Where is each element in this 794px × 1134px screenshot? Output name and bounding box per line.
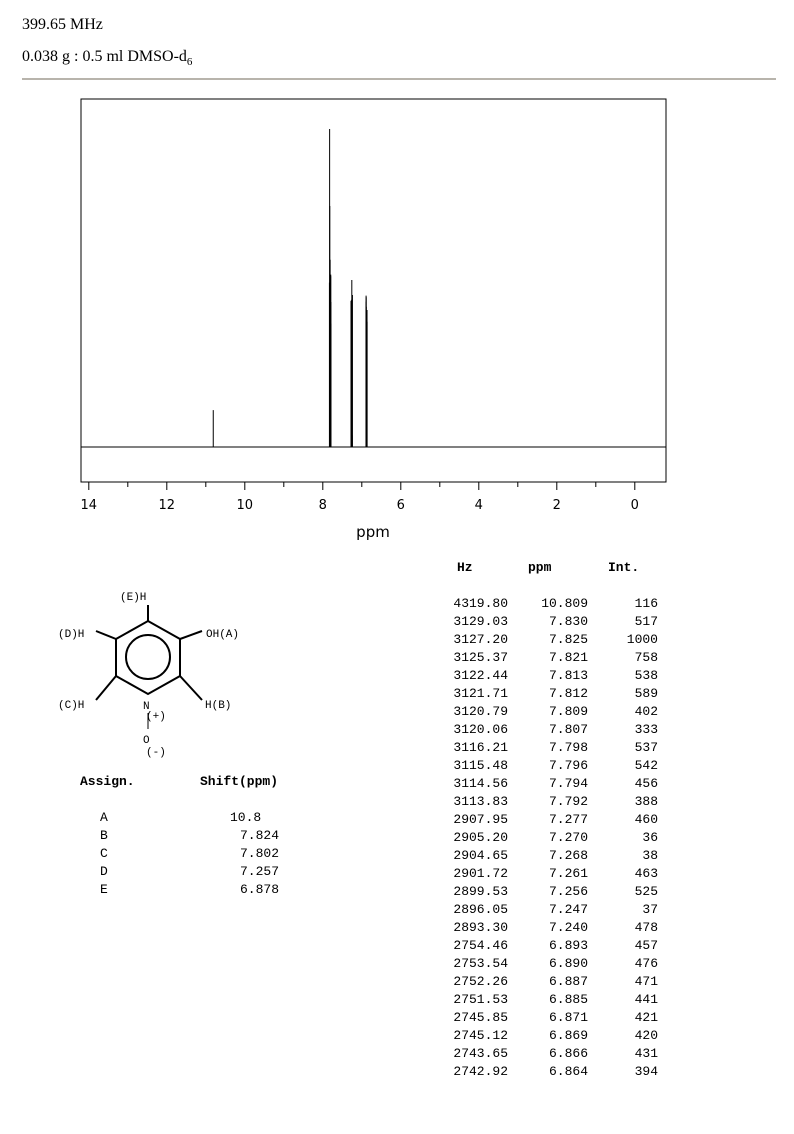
peak-hz-cell: 2743.65 [453,1046,508,1061]
peak-hz-cell: 3120.79 [453,704,508,719]
peak-int-cell: 758 [634,650,658,665]
peak-int-cell: 333 [634,722,658,737]
peak-ppm-cell: 7.813 [548,668,588,683]
peak-int-cell: 116 [634,596,658,611]
peak-int-cell: 402 [634,704,658,719]
peak-hz-cell: 3115.48 [453,758,508,773]
peak-hz-cell: 2745.85 [453,1010,508,1025]
peak-int-cell: 1000 [626,632,658,647]
peak-int-cell: 388 [634,794,658,809]
peak-ppm-cell: 6.890 [548,956,588,971]
peak-hz-cell: 3129.03 [453,614,508,629]
peak-int-cell: 478 [634,920,658,935]
peak-ppm-cell: 7.809 [548,704,588,719]
assign-label-cell: C [100,846,108,861]
peak-ppm-cell: 6.864 [548,1064,588,1079]
peak-hz-cell: 2751.53 [453,992,508,1007]
x-axis-title: ppm [356,523,390,541]
peak-hz-cell: 2907.95 [453,812,508,827]
peak-int-cell: 589 [634,686,658,701]
peaks-layer [213,129,367,447]
peak-ppm-cell: 7.821 [548,650,588,665]
x-tick-label-12: 12 [158,498,176,513]
peak-int-cell: 431 [634,1046,658,1061]
x-tick-label-2: 2 [552,498,561,513]
peak-int-cell: 538 [634,668,658,683]
x-tick-label-4: 4 [474,498,483,513]
label-O: O [143,735,150,747]
x-tick-label-14: 14 [80,498,98,513]
peak-ppm-cell: 6.869 [548,1028,588,1043]
peak-int-cell: 537 [634,740,658,755]
peak-ppm-cell: 7.798 [548,740,588,755]
peak-header-hz: Hz [457,560,473,575]
peak-hz-cell: 4319.80 [453,596,508,611]
sample-subscript: 6 [186,56,193,69]
peak-ppm-cell: 7.268 [548,848,588,863]
x-tick-label-10: 10 [236,498,254,513]
plot-frame [81,99,666,482]
assign-label-cell: E [100,882,108,897]
label-plus: (+) [146,711,166,723]
assign-shift-cell: 7.257 [240,864,280,879]
peak-ppm-cell: 6.887 [548,974,588,989]
spectrometer-frequency: 399.65 MHz [22,16,103,33]
peak-hz-cell: 2896.05 [453,902,508,917]
peak-hz-cell: 2893.30 [453,920,508,935]
assign-header-assign: Assign. [80,774,135,789]
peak-header-ppm: ppm [528,560,552,575]
peak-hz-cell: 3122.44 [453,668,508,683]
bond-C [96,676,116,700]
peak-ppm-cell: 6.893 [548,938,588,953]
peak-ppm-cell: 7.261 [548,866,588,881]
sample-text: 0.038 g : 0.5 ml DMSO-d [22,48,187,65]
peak-int-cell: 37 [642,902,658,917]
peak-hz-cell: 3114.56 [453,776,508,791]
peak-ppm-cell: 7.277 [548,812,588,827]
peak-int-cell: 457 [634,938,658,953]
peak-hz-cell: 3116.21 [453,740,508,755]
peak-ppm-cell: 7.247 [548,902,588,917]
peak-ppm-cell: 7.240 [548,920,588,935]
peak-hz-cell: 3121.71 [453,686,508,701]
peak-hz-cell: 2901.72 [453,866,508,881]
peak-int-cell: 525 [634,884,658,899]
peak-ppm-cell: 10.809 [541,596,588,611]
peak-hz-cell: 3120.06 [453,722,508,737]
peak-int-cell: 421 [634,1010,658,1025]
peak-hz-cell: 2905.20 [453,830,508,845]
assign-shift-cell: 10.8 [230,810,262,825]
peak-int-cell: 394 [634,1064,658,1079]
x-tick-label-8: 8 [318,498,327,513]
peak-hz-cell: 2904.65 [453,848,508,863]
peak-header-int: Int. [608,560,640,575]
label-OH: OH(A) [206,629,240,641]
label-minus: (-) [146,747,166,759]
x-tick-label-0: 0 [630,498,639,513]
label-D: (D)H [58,629,85,641]
peak-ppm-cell: 7.792 [548,794,588,809]
peak-hz-cell: 2752.26 [453,974,508,989]
peak-ppm-cell: 7.825 [548,632,588,647]
peak-hz-cell: 2899.53 [453,884,508,899]
peak-hz-cell: 3113.83 [453,794,508,809]
peak-ppm-cell: 6.885 [548,992,588,1007]
peak-int-cell: 460 [634,812,658,827]
x-axis [81,482,666,513]
nmr-spectrum-chart [0,0,794,560]
peak-ppm-cell: 6.871 [548,1010,588,1025]
label-E: (E)H [120,592,147,604]
peak-hz-cell: 2745.12 [453,1028,508,1043]
assign-header-shift: Shift(ppm) [200,774,279,789]
peak-int-cell: 456 [634,776,658,791]
peak-int-cell: 38 [642,848,658,863]
assign-label-cell: A [100,810,108,825]
peak-ppm-cell: 7.807 [548,722,588,737]
x-tick-label-6: 6 [396,498,405,513]
peak-int-cell: 463 [634,866,658,881]
label-B: H(B) [205,700,232,712]
peak-ppm-cell: 7.794 [548,776,588,791]
peak-ppm-cell: 7.796 [548,758,588,773]
peak-hz-cell: 2754.46 [453,938,508,953]
peak-hz-cell: 2742.92 [453,1064,508,1079]
peak-int-cell: 471 [634,974,658,989]
peak-int-cell: 517 [634,614,658,629]
peak-ppm-cell: 6.866 [548,1046,588,1061]
peak-int-cell: 441 [634,992,658,1007]
peak-int-cell: 36 [642,830,658,845]
peak-ppm-cell: 7.830 [548,614,588,629]
bond-D [96,631,116,639]
molecule-structure [50,585,310,760]
peak-hz-cell: 2753.54 [453,956,508,971]
aromatic-circle [126,635,170,679]
peak-ppm-cell: 7.256 [548,884,588,899]
peak-ppm-cell: 7.270 [548,830,588,845]
peak-hz-cell: 3125.37 [453,650,508,665]
bond-OH [180,631,202,639]
label-N: N [143,701,150,713]
assign-label-cell: B [100,828,108,843]
peak-ppm-cell: 7.812 [548,686,588,701]
peak-int-cell: 476 [634,956,658,971]
assign-shift-cell: 7.802 [240,846,280,861]
peak-int-cell: 542 [634,758,658,773]
peak-hz-cell: 3127.20 [453,632,508,647]
assign-shift-cell: 6.878 [240,882,280,897]
bond-B [180,676,202,700]
peak-int-cell: 420 [634,1028,658,1043]
assign-shift-cell: 7.824 [240,828,280,843]
label-C: (C)H [58,700,85,712]
assign-label-cell: D [100,864,108,879]
